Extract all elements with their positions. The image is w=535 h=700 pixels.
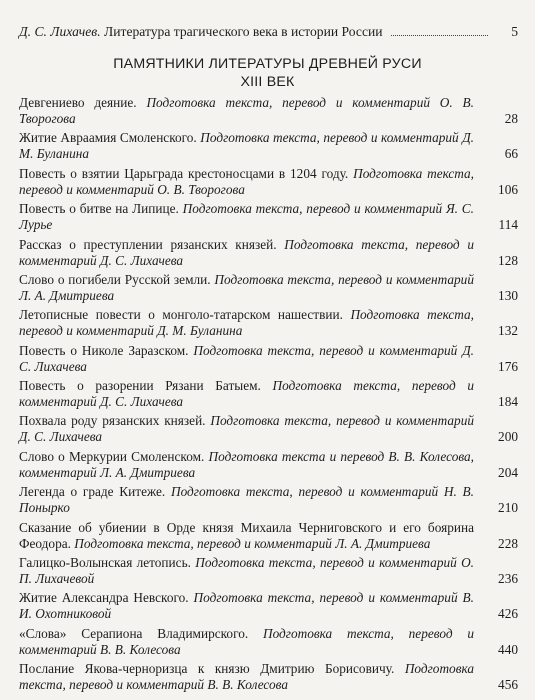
entry-page-number: 114 bbox=[498, 217, 518, 233]
entry-page-number: 66 bbox=[504, 146, 518, 162]
toc-entry[interactable] bbox=[19, 590, 518, 622]
entry-page-number: 440 bbox=[498, 641, 518, 657]
entry-editor: Подготовка текста, перевод и комментарий О. В. Творогова bbox=[19, 95, 474, 127]
entry-title: Повесть о битве на Липице. bbox=[19, 201, 179, 217]
entry-page-number: 28 bbox=[504, 111, 518, 127]
toc-entry[interactable] bbox=[19, 237, 518, 269]
entry-editor: Подготовка текста, перевод и комментарий Д. С. Лихачева bbox=[19, 342, 474, 374]
toc-entry[interactable] bbox=[19, 378, 518, 410]
entry-editor: Подготовка текста, перевод и комментарий Л. А. Дмитриева bbox=[74, 535, 431, 551]
toc-entry[interactable] bbox=[19, 307, 518, 339]
entry-text bbox=[19, 555, 474, 587]
entry-title: Сказание об убиении в Орде князя Михаила Черниговского и его боярина Феодора. bbox=[19, 519, 474, 551]
entry-text bbox=[19, 661, 474, 693]
entry-title: Слово о погибели Русской земли. bbox=[19, 271, 211, 287]
toc-list bbox=[19, 95, 518, 696]
entry-page-number: 228 bbox=[498, 535, 518, 551]
entry-text bbox=[19, 307, 474, 339]
toc-entry[interactable] bbox=[19, 95, 518, 127]
entry-page-number: 210 bbox=[498, 500, 518, 516]
entry-page-number: 132 bbox=[498, 323, 518, 339]
entry-text bbox=[19, 130, 474, 162]
entry-title: Послание Якова-черноризца к князю Дмитрию Борисовичу. bbox=[19, 661, 395, 676]
entry-page-number: 184 bbox=[498, 394, 518, 410]
section-heading: ПАМЯТНИКИ ЛИТЕРАТУРЫ ДРЕВНЕЙ РУСИ bbox=[113, 56, 422, 72]
entry-title: Житие Авраамия Смоленского. bbox=[19, 130, 197, 146]
entry-editor: Подготовка текста, перевод и комментарий О. В. Творогова bbox=[19, 165, 474, 197]
toc-entry[interactable] bbox=[19, 555, 518, 587]
entry-title: Похвала роду рязанских князей. bbox=[19, 413, 206, 429]
entry-page-number: 106 bbox=[498, 181, 518, 197]
entry-title: Повесть о Николе Заразском. bbox=[19, 342, 189, 358]
entry-text bbox=[19, 626, 474, 658]
toc-entry[interactable] bbox=[19, 661, 518, 693]
dot-leader bbox=[391, 35, 488, 36]
entry-editor: Подготовка текста и перевод В. В. Колесова, комментарий Л. А. Дмитриева bbox=[19, 448, 475, 480]
entry-editor: Подготовка текста, перевод и комментарий О. П. Лихачевой bbox=[19, 554, 475, 586]
toc-entry[interactable] bbox=[19, 413, 518, 445]
entry-page-number: 130 bbox=[498, 287, 518, 303]
entry-text bbox=[19, 95, 474, 127]
entry-page-number: 176 bbox=[498, 358, 518, 374]
entry-text bbox=[19, 590, 474, 622]
toc-entry[interactable] bbox=[19, 343, 518, 375]
intro-entry[interactable] bbox=[19, 24, 518, 40]
entry-title: Девгениево деяние. bbox=[19, 95, 137, 110]
entry-editor: Подготовка текста, перевод и комментарий Я. С. Лурье bbox=[19, 201, 474, 233]
toc-entry[interactable] bbox=[19, 626, 518, 658]
entry-title: Галицко-Волынская летопись. bbox=[19, 554, 191, 570]
entry-page-number: 426 bbox=[498, 606, 518, 622]
toc-entry[interactable] bbox=[19, 130, 518, 162]
entry-page-number: 456 bbox=[498, 677, 518, 693]
entry-text bbox=[19, 484, 474, 516]
entry-text bbox=[19, 201, 474, 233]
entry-text bbox=[19, 237, 474, 269]
entry-editor: Подготовка текста, перевод и комментарий В. В. Колесова bbox=[19, 625, 474, 657]
entry-editor: Подготовка текста, перевод и комментарий Д. М. Буланина bbox=[19, 307, 474, 339]
entry-editor: Подготовка текста, перевод и комментарий В. И. Охотниковой bbox=[19, 590, 474, 622]
intro-title: Литература трагического века в истории России bbox=[104, 24, 383, 39]
entry-page-number: 236 bbox=[498, 570, 518, 586]
entry-title: Повесть о взятии Царьграда крестоносцами в 1204 году. bbox=[19, 165, 349, 181]
toc-entry[interactable] bbox=[19, 484, 518, 516]
entry-page-number: 200 bbox=[498, 429, 518, 445]
toc-entry[interactable] bbox=[19, 449, 518, 481]
entry-text bbox=[19, 272, 474, 304]
entry-page-number: 204 bbox=[498, 464, 518, 480]
entry-text bbox=[19, 378, 474, 410]
entry-editor: Подготовка текста, перевод и комментарий Д. С. Лихачева bbox=[19, 413, 474, 445]
entry-editor: Подготовка текста, перевод и комментарий Д. С. Лихачева bbox=[19, 378, 475, 410]
entry-page-number: 128 bbox=[498, 252, 518, 268]
toc-entry[interactable] bbox=[19, 166, 518, 198]
entry-editor: Подготовка текста, перевод и комментарий В. В. Колесова bbox=[19, 661, 475, 693]
entry-text bbox=[19, 413, 474, 445]
entry-text bbox=[19, 166, 474, 198]
entry-title: Повесть о разорении Рязани Батыем. bbox=[19, 378, 261, 393]
entry-title: Рассказ о преступлении рязанских князей. bbox=[19, 236, 277, 252]
toc-entry[interactable] bbox=[19, 201, 518, 233]
entry-title: Легенда о граде Китеже. bbox=[19, 484, 166, 500]
entry-text bbox=[19, 449, 474, 481]
entry-text bbox=[19, 343, 474, 375]
entry-title: «Слова» Серапиона Владимирского. bbox=[19, 625, 249, 641]
toc-entry[interactable] bbox=[19, 272, 518, 304]
century-heading: XIII ВЕК bbox=[240, 74, 295, 90]
entry-editor: Подготовка текста, перевод и комментарий Д. М. Буланина bbox=[19, 130, 474, 162]
toc-entry[interactable] bbox=[19, 520, 518, 552]
entry-title: Слово о Меркурии Смоленском. bbox=[19, 448, 205, 464]
entry-text bbox=[19, 520, 474, 552]
intro-author: Д. С. Лихачев. bbox=[19, 24, 101, 39]
entry-title: Летописные повести о монголо-татарском нашествии. bbox=[19, 307, 343, 323]
entry-editor: Подготовка текста, перевод и комментарий Д. С. Лихачева bbox=[19, 236, 474, 268]
entry-editor: Подготовка текста, перевод и комментарий Л. А. Дмитриева bbox=[19, 271, 474, 303]
entry-editor: Подготовка текста, перевод и комментарий Н. В. Понырко bbox=[19, 484, 474, 516]
intro-page-number: 5 bbox=[511, 24, 518, 39]
entry-title: Житие Александра Невского. bbox=[19, 590, 189, 606]
